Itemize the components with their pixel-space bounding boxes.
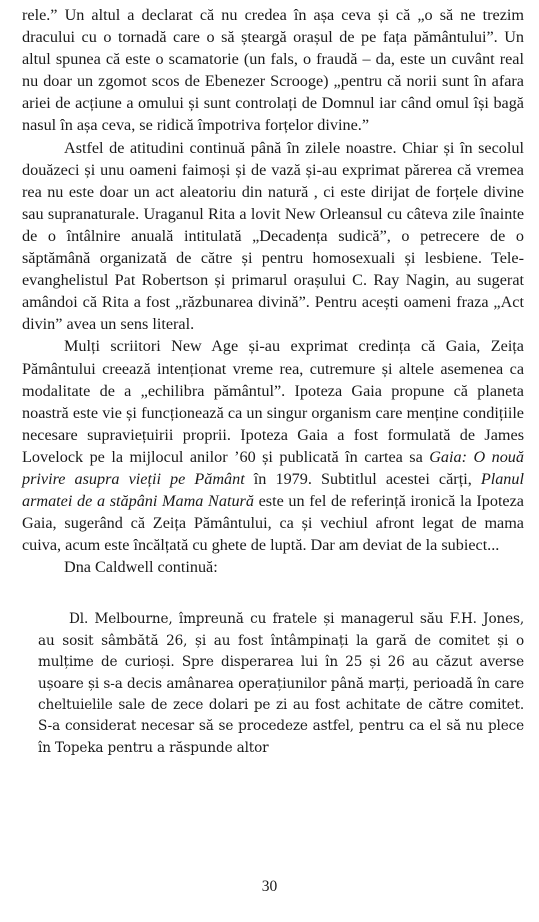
book-title-italic: Gaia: O nouă privire asupra vieții pe Pământ	[22, 447, 524, 488]
page-body	[22, 4, 524, 759]
paragraph-text: este un fel de referință ironică la Ipoteza Gaia, sugerând că Zeița Pământului, ca și vechiul afront legat de mama cuiva, acum este încălțată cu ghete de luptă. Dar am deviat de la subiect...	[22, 492, 524, 555]
page-number: 30	[261, 878, 278, 895]
quote-paragraph: Dl. Melbourne, împreună cu fratele și managerul său F.H. Jones, au sosit sâmbătă 26, și au fost întâmpinați la gară de comitet și o mulțime de curioși. Spre disperarea lui în 25 și 26 au căzut averse ușoare și s-a decis amânarea operațiunilor până marți, perioadă în care cheltuielile sale de zece dolari pe zi au fost achitate de către comitet. S-a considerat necesar să se procedeze astfel, pentru ca el să nu plece în Topeka pentru a răspunde altor	[38, 611, 524, 756]
book-title-italic: Planul armatei de a stăpâni Mama Natură	[22, 469, 524, 511]
body-paragraph	[22, 4, 524, 137]
body-paragraph	[22, 335, 524, 556]
paragraph-text: Dna Caldwell continuă:	[64, 558, 218, 577]
main-text	[22, 4, 524, 578]
block-quote	[22, 609, 524, 759]
body-paragraph	[22, 556, 524, 578]
paragraph-text: Mulți scriitori New Age și-au exprimat credința că Gaia, Zeița Pământului creează intenționat vreme rea, cutremure și altele asemenea ca modalitate de a „echilibra pământul”. Ipoteza Gaia propune că planeta noastră este vie și funcționează ca un singur organism care menține condițiile necesare supraviețuirii proprii. Ipoteza Gaia a fost formulată de James Lovelock pe la mijlocul anilor ’60 și publicată în cartea sa	[22, 337, 524, 466]
body-paragraph	[22, 137, 524, 336]
paragraph-text: Astfel de atitudini continuă până în zilele noastre. Chiar și în secolul douăzeci și unu oameni faimoși și de vază și-au exprimat părerea că vremea rea nu este doar un act aleatoriu din natură , ci este dirijat de forțele divine sau supranaturale. Uraganul Rita a lovit New Orleansul cu câteva zile înainte de o întâlnire anuală intitulată „Decadența sudică”, o petrecere de o săptămână organizată de către și pentru homosexuali și lesbiene. Tele-evanghelistul Pat Robertson și primarul orașului C. Ray Nagin, au sugerat amândoi că Rita a fost „răzbunarea divină”. Pentru acești oameni fraza „Act divin” avea un sens literal.	[22, 138, 524, 334]
paragraph-text: în 1979. Subtitlul acestei cărți,	[244, 469, 481, 488]
paragraph-text: rele.” Un altul a declarat că nu credea în așa ceva și că „o să ne trezim dracului cu o tornadă care o să șteargă orașul de pe fața pământului”. Un altul spunea că este o scamatorie (un fals, o fraudă – da, este un cuvânt real nu doar un zgomot scos de Ebenezer Scrooge) „pentru că norii sunt în afara ariei de acțiune a omului și sunt controlați de Domnul iar când omul își bagă nasul în așa ceva, se ridică împotriva forțelor divine.”	[22, 6, 524, 135]
